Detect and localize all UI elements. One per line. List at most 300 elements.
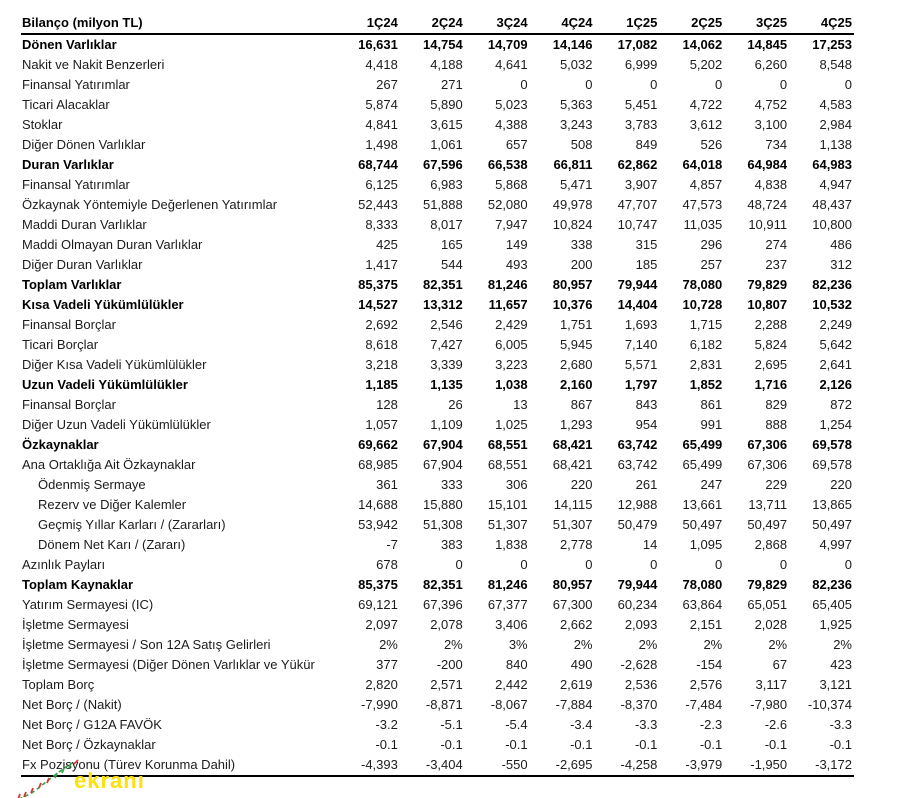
- table-row: [21, 715, 854, 735]
- cell: 1,751: [559, 317, 593, 332]
- cell: 4,388: [495, 117, 528, 132]
- cell: 14,146: [552, 37, 593, 52]
- cell: -0.1: [764, 737, 788, 752]
- cell: 493: [505, 257, 528, 272]
- cell: 67: [772, 657, 788, 672]
- table-row: [21, 395, 854, 415]
- cell: 14,527: [358, 297, 398, 312]
- cell: 2,429: [495, 317, 528, 332]
- cell: 10,747: [617, 217, 658, 232]
- cell: 64,984: [747, 157, 788, 172]
- cell: -2.6: [764, 717, 788, 732]
- cell: 62,862: [617, 157, 658, 172]
- cell: 3%: [508, 637, 528, 652]
- row-label: Finansal Borçlar: [22, 317, 116, 332]
- header-row: [21, 12, 854, 34]
- row-label: Diğer Uzun Vadeli Yükümlülükler: [22, 417, 211, 432]
- cell: 5,874: [365, 97, 398, 112]
- cell: 3,100: [754, 117, 788, 132]
- cell: 490: [570, 657, 593, 672]
- cell: 82,351: [422, 577, 463, 592]
- cell: 2%: [703, 637, 723, 652]
- cell: 80,957: [552, 277, 593, 292]
- cell: 13,312: [422, 297, 463, 312]
- table-row: [21, 155, 854, 175]
- cell: 66,538: [487, 157, 528, 172]
- row-label: Özkaynak Yöntemiyle Değerlenen Yatırımlar: [22, 197, 278, 212]
- cell: 840: [505, 657, 528, 672]
- cell: 2,442: [495, 677, 528, 692]
- cell: 10,376: [552, 297, 593, 312]
- cell: 10,911: [748, 217, 788, 232]
- cell: -5.4: [505, 717, 528, 732]
- table-title: Bilanço (milyon TL): [21, 12, 335, 34]
- cell: 1,185: [365, 377, 398, 392]
- cell: 10,728: [682, 297, 723, 312]
- table-row: [21, 75, 854, 95]
- cell: 0: [844, 557, 852, 572]
- table-row: [21, 175, 854, 195]
- cell: 296: [700, 237, 723, 252]
- cell: 85,375: [358, 277, 398, 292]
- column-header: 3Ç25: [724, 12, 789, 34]
- cell: 1,716: [754, 377, 788, 392]
- row-label: İşletme Sermayesi: [22, 617, 129, 632]
- cell: 3,612: [689, 117, 723, 132]
- cell: -3,404: [400, 755, 465, 776]
- cell: 6,005: [495, 337, 528, 352]
- cell: 15,101: [487, 497, 528, 512]
- cell: -3.3: [634, 717, 658, 732]
- cell: 5,571: [624, 357, 658, 372]
- cell: 3,406: [495, 617, 528, 632]
- table-row: [21, 575, 854, 595]
- cell: 0: [585, 77, 593, 92]
- row-label: Kısa Vadeli Yükümlülükler: [22, 297, 184, 312]
- cell: 3,615: [430, 117, 463, 132]
- table-row: [21, 675, 854, 695]
- cell: 1,838: [495, 537, 528, 552]
- cell: 14,062: [682, 37, 723, 52]
- cell: 2%: [768, 637, 788, 652]
- cell: -2,628: [620, 657, 658, 672]
- cell: 79,944: [617, 277, 658, 292]
- cell: 66,811: [553, 157, 593, 172]
- cell: 78,080: [682, 577, 723, 592]
- cell: 51,888: [422, 197, 463, 212]
- cell: 5,451: [624, 97, 658, 112]
- row-label: Duran Varlıklar: [22, 157, 114, 172]
- cell: 8,618: [365, 337, 398, 352]
- cell: 7,140: [624, 337, 658, 352]
- cell: 0: [715, 77, 723, 92]
- cell: 128: [376, 397, 398, 412]
- cell: 14,845: [747, 37, 788, 52]
- row-label: Uzun Vadeli Yükümlülükler: [22, 377, 188, 392]
- cell: 2,662: [559, 617, 593, 632]
- cell: 68,421: [552, 437, 593, 452]
- cell: 26: [448, 397, 463, 412]
- cell: 69,121: [358, 597, 398, 612]
- cell: -3,172: [789, 755, 854, 776]
- cell: 361: [376, 477, 398, 492]
- cell: 3,218: [365, 357, 398, 372]
- cell: 5,023: [495, 97, 528, 112]
- row-label: Diğer Kısa Vadeli Yükümlülükler: [22, 357, 207, 372]
- cell: -1,950: [724, 755, 789, 776]
- row-label: Özkaynaklar: [22, 437, 99, 452]
- cell: 4,583: [819, 97, 852, 112]
- cell: 544: [441, 257, 463, 272]
- cell: 220: [570, 477, 593, 492]
- table-row: [21, 415, 854, 435]
- cell: 65,405: [812, 597, 852, 612]
- cell: 274: [765, 237, 788, 252]
- cell: 51,307: [552, 517, 593, 532]
- cell: -0.1: [829, 737, 852, 752]
- cell: -0.1: [505, 737, 528, 752]
- column-header: 4Ç25: [789, 12, 854, 34]
- column-header: 2Ç25: [659, 12, 724, 34]
- cell: 4,188: [430, 57, 463, 72]
- cell: 49,978: [552, 197, 593, 212]
- row-label: Stoklar: [22, 117, 63, 132]
- cell: 861: [700, 397, 723, 412]
- cell: 849: [635, 137, 658, 152]
- cell: 220: [830, 477, 852, 492]
- cell: 657: [505, 137, 528, 152]
- cell: 508: [570, 137, 593, 152]
- table-row: [21, 755, 854, 776]
- cell: 2,571: [430, 677, 463, 692]
- cell: 2%: [573, 637, 593, 652]
- table-row: [21, 34, 854, 55]
- cell: 0: [455, 557, 463, 572]
- row-label: Rezerv ve Diğer Kalemler: [38, 497, 187, 512]
- cell: 11,035: [683, 217, 723, 232]
- row-label: Toplam Kaynaklar: [22, 577, 134, 592]
- cell: 6,260: [754, 57, 788, 72]
- cell: 149: [505, 237, 528, 252]
- table-row: [21, 435, 854, 455]
- cell: 6,125: [365, 177, 398, 192]
- cell: 2,778: [559, 537, 593, 552]
- cell: 69,578: [812, 437, 852, 452]
- cell: -3.4: [570, 717, 593, 732]
- column-header: 3Ç24: [465, 12, 530, 34]
- cell: 64,018: [682, 157, 723, 172]
- cell: 4,418: [365, 57, 398, 72]
- row-label: Finansal Yatırımlar: [22, 177, 130, 192]
- cell: 50,497: [682, 517, 723, 532]
- cell: 843: [635, 397, 658, 412]
- row-label: Maddi Duran Varlıklar: [22, 217, 147, 232]
- cell: 1,693: [624, 317, 658, 332]
- cell: 0: [650, 77, 658, 92]
- cell: 14,754: [422, 37, 463, 52]
- cell: 5,202: [689, 57, 723, 72]
- cell: 7,947: [495, 217, 528, 232]
- cell: 5,642: [819, 337, 852, 352]
- table-row: [21, 275, 854, 295]
- cell: 48,437: [812, 197, 852, 212]
- cell: 867: [570, 397, 593, 412]
- cell: 65,499: [682, 437, 723, 452]
- cell: 4,841: [365, 117, 398, 132]
- cell: 10,807: [747, 297, 788, 312]
- watermark-text: ekranı: [74, 768, 145, 793]
- cell: -4,258: [595, 755, 660, 776]
- cell: 13,865: [812, 497, 852, 512]
- cell: 678: [376, 557, 398, 572]
- cell: 1,138: [819, 137, 852, 152]
- cell: 47,573: [682, 197, 723, 212]
- cell: 7,427: [430, 337, 463, 352]
- cell: 65,499: [682, 457, 723, 472]
- row-label: Toplam Varlıklar: [22, 277, 122, 292]
- cell: 12,988: [617, 497, 658, 512]
- cell: 51,308: [422, 517, 463, 532]
- cell: 52,080: [487, 197, 528, 212]
- cell: 1,498: [365, 137, 398, 152]
- cell: 2,680: [559, 357, 593, 372]
- cell: 64,983: [812, 157, 852, 172]
- table-row: [21, 555, 854, 575]
- cell: 10,824: [552, 217, 593, 232]
- cell: 2,619: [559, 677, 593, 692]
- table-row: [21, 695, 854, 715]
- cell: 6,983: [430, 177, 463, 192]
- table-row: [21, 635, 854, 655]
- row-label: Ödenmiş Sermaye: [38, 477, 146, 492]
- row-label: İşletme Sermayesi / Son 12A Satış Gelirleri: [22, 637, 271, 652]
- cell: 5,868: [495, 177, 528, 192]
- cell: 4,997: [819, 537, 852, 552]
- cell: 2,641: [819, 357, 852, 372]
- cell: 17,253: [812, 37, 852, 52]
- cell: 67,306: [747, 437, 788, 452]
- cell: 52,443: [358, 197, 398, 212]
- cell: 3,783: [624, 117, 658, 132]
- cell: -7,990: [361, 697, 398, 712]
- row-label: Nakit ve Nakit Benzerleri: [22, 57, 165, 72]
- cell: 11,657: [488, 297, 528, 312]
- cell: -4,393: [335, 755, 400, 776]
- row-label: Finansal Yatırımlar: [22, 77, 130, 92]
- cell: 872: [830, 397, 852, 412]
- cell: 1,715: [689, 317, 723, 332]
- cell: 47,707: [617, 197, 658, 212]
- cell: 14,688: [358, 497, 398, 512]
- cell: 10,532: [812, 297, 852, 312]
- cell: -8,871: [425, 697, 463, 712]
- cell: 991: [700, 417, 723, 432]
- cell: 4,722: [689, 97, 723, 112]
- cell: 63,742: [617, 437, 658, 452]
- cell: 0: [715, 557, 723, 572]
- table-body: [21, 34, 854, 776]
- row-label: Net Borç / (Nakit): [22, 697, 122, 712]
- cell: 68,551: [487, 437, 528, 452]
- cell: 53,942: [358, 517, 398, 532]
- cell: 0: [779, 77, 788, 92]
- table-row: [21, 495, 854, 515]
- cell: 1,925: [819, 617, 852, 632]
- cell: 2,820: [365, 677, 398, 692]
- cell: 2,546: [430, 317, 463, 332]
- row-label: Net Borç / G12A FAVÖK: [22, 717, 162, 732]
- cell: 1,852: [689, 377, 723, 392]
- table-row: [21, 475, 854, 495]
- column-header: 4Ç24: [530, 12, 595, 34]
- cell: 67,306: [747, 457, 788, 472]
- cell: 526: [700, 137, 723, 152]
- row-label: Yatırım Sermayesi (IC): [22, 597, 154, 612]
- cell: 2,126: [819, 377, 852, 392]
- cell: 48,724: [747, 197, 788, 212]
- cell: 8,548: [819, 57, 852, 72]
- cell: -7,980: [750, 697, 788, 712]
- cell: 2,692: [365, 317, 398, 332]
- cell: 17,082: [617, 37, 658, 52]
- cell: 315: [635, 237, 658, 252]
- cell: 333: [441, 477, 463, 492]
- cell: 6,999: [624, 57, 658, 72]
- cell: 734: [765, 137, 788, 152]
- cell: 63,742: [617, 457, 658, 472]
- cell: 1,061: [430, 137, 463, 152]
- table-row: [21, 355, 854, 375]
- cell: 68,744: [358, 157, 398, 172]
- cell: 1,109: [430, 417, 463, 432]
- table-row: [21, 215, 854, 235]
- cell: 4,838: [754, 177, 788, 192]
- cell: -200: [436, 657, 463, 672]
- cell: 63,864: [682, 597, 723, 612]
- cell: 2,078: [430, 617, 463, 632]
- cell: 383: [441, 537, 463, 552]
- cell: 2,288: [754, 317, 788, 332]
- row-label: Diğer Duran Varlıklar: [22, 257, 143, 272]
- cell: 13,711: [748, 497, 788, 512]
- cell: -5.1: [440, 717, 463, 732]
- cell: 200: [570, 257, 593, 272]
- cell: 79,944: [617, 577, 658, 592]
- cell: 2%: [638, 637, 658, 652]
- cell: 60,234: [617, 597, 658, 612]
- table-row: [21, 255, 854, 275]
- cell: 829: [765, 397, 788, 412]
- cell: 3,117: [755, 677, 788, 692]
- cell: 8,017: [430, 217, 463, 232]
- cell: 423: [830, 657, 852, 672]
- row-label: Fx Pozisyonu (Türev Korunma Dahil): [21, 755, 335, 776]
- row-label: Maddi Olmayan Duran Varlıklar: [22, 237, 203, 252]
- cell: 13: [513, 397, 528, 412]
- cell: -8,370: [620, 697, 658, 712]
- cell: 6,182: [689, 337, 723, 352]
- cell: 81,246: [487, 577, 528, 592]
- row-label: Azınlık Payları: [22, 557, 106, 572]
- cell: -0.1: [570, 737, 593, 752]
- row-label: Dönen Varlıklar: [22, 37, 117, 52]
- cell: 8,333: [365, 217, 398, 232]
- cell: 10,800: [812, 217, 852, 232]
- cell: 5,890: [430, 97, 463, 112]
- cell: 0: [520, 77, 528, 92]
- table-row: [21, 55, 854, 75]
- cell: -7,484: [685, 697, 723, 712]
- cell: 15,880: [422, 497, 463, 512]
- cell: 14: [642, 537, 658, 552]
- cell: -3,979: [659, 755, 724, 776]
- cell: 261: [635, 477, 658, 492]
- cell: 237: [765, 257, 788, 272]
- cell: 85,375: [358, 577, 398, 592]
- cell: 3,223: [495, 357, 528, 372]
- table-row: [21, 615, 854, 635]
- cell: 486: [830, 237, 852, 252]
- table-row: [21, 295, 854, 315]
- cell: 5,363: [559, 97, 593, 112]
- cell: 954: [635, 417, 658, 432]
- cell: -0.1: [634, 737, 658, 752]
- cell: -550: [465, 755, 530, 776]
- balance-sheet: [21, 12, 854, 777]
- column-header: 2Ç24: [400, 12, 465, 34]
- cell: -3.2: [375, 717, 398, 732]
- row-label: Net Borç / Özkaynaklar: [22, 737, 156, 752]
- cell: 1,038: [495, 377, 528, 392]
- cell: 65,051: [747, 597, 788, 612]
- cell: 2%: [379, 637, 398, 652]
- row-label: Finansal Borçlar: [22, 397, 116, 412]
- column-header: 1Ç24: [335, 12, 400, 34]
- cell: 1,095: [689, 537, 723, 552]
- cell: 68,985: [358, 457, 398, 472]
- cell: 165: [441, 237, 463, 252]
- cell: 2,536: [624, 677, 658, 692]
- cell: 3,339: [430, 357, 463, 372]
- cell: -0.1: [375, 737, 398, 752]
- cell: 312: [830, 257, 852, 272]
- cell: 2,028: [754, 617, 788, 632]
- cell: 306: [505, 477, 528, 492]
- cell: 79,829: [747, 277, 788, 292]
- table-row: [21, 195, 854, 215]
- row-label: Diğer Dönen Varlıklar: [22, 137, 146, 152]
- cell: 3,121: [819, 677, 852, 692]
- cell: 2,868: [754, 537, 788, 552]
- cell: -154: [696, 657, 723, 672]
- table-row: [21, 135, 854, 155]
- table-row: [21, 455, 854, 475]
- cell: 2,576: [689, 677, 723, 692]
- table-row: [21, 515, 854, 535]
- cell: 67,904: [422, 437, 463, 452]
- table-row: [21, 735, 854, 755]
- cell: -7: [386, 537, 398, 552]
- cell: -0.1: [440, 737, 463, 752]
- cell: 67,904: [422, 457, 463, 472]
- cell: 2,249: [819, 317, 852, 332]
- cell: 1,254: [819, 417, 852, 432]
- row-label: Geçmiş Yıllar Karları / (Zararları): [38, 517, 226, 532]
- cell: 51,307: [487, 517, 528, 532]
- cell: 229: [765, 477, 788, 492]
- cell: 69,578: [812, 457, 852, 472]
- cell: -10,374: [807, 697, 852, 712]
